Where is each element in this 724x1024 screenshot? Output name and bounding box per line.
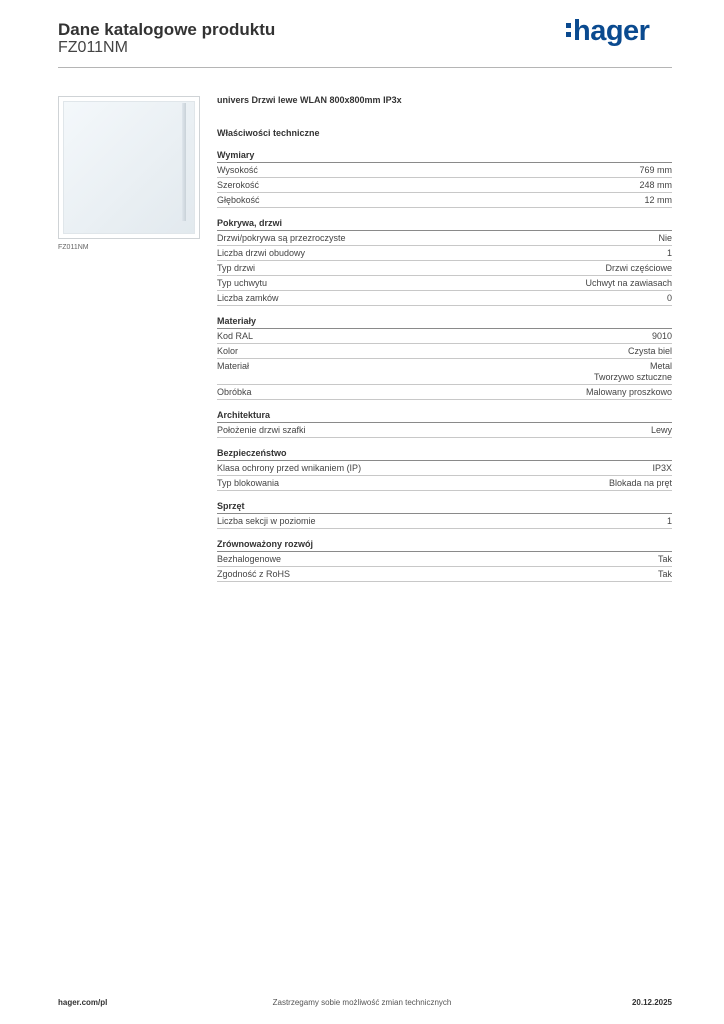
spec-value: Nie	[658, 232, 672, 243]
product-image-caption: FZ011NM	[58, 244, 89, 251]
section-title: Pokrywa, drzwi	[217, 216, 672, 231]
spec-value: Czysta biel	[627, 345, 672, 356]
spec-label: Głębokość	[217, 194, 260, 205]
spec-label: Obróbka	[217, 386, 252, 397]
spec-label: Położenie drzwi szafki	[217, 424, 306, 435]
spec-value: 12 mm	[644, 194, 672, 205]
spec-value: Uchwyt na zawiasach	[585, 277, 672, 288]
spec-value: IP3X	[652, 462, 672, 473]
spec-value: 769 mm	[639, 164, 672, 175]
section-title: Bezpieczeństwo	[217, 446, 672, 461]
spec-section	[217, 148, 672, 208]
spec-value: 248 mm	[639, 179, 672, 190]
spec-value: Drzwi częściowe	[605, 262, 672, 273]
spec-row	[217, 291, 672, 306]
spec-row	[217, 276, 672, 291]
spec-label: Typ uchwytu	[217, 277, 268, 288]
spec-value: Metal Tworzywo sztuczne	[593, 360, 672, 382]
spec-sheet	[217, 92, 672, 582]
spec-row	[217, 261, 672, 276]
spec-label: Liczba zamków	[217, 292, 279, 303]
spec-value: Tak	[657, 553, 672, 564]
spec-row	[217, 423, 672, 438]
spec-row	[217, 385, 672, 400]
spec-value: 9010	[651, 330, 672, 341]
spec-section	[217, 446, 672, 491]
spec-row	[217, 567, 672, 582]
spec-label: Kod RAL	[217, 330, 254, 341]
spec-label: Bezhalogenowe	[217, 553, 282, 564]
spec-label: Zgodność z RoHS	[217, 568, 291, 579]
spec-row	[217, 193, 672, 208]
spec-row	[217, 246, 672, 261]
spec-section	[217, 499, 672, 529]
spec-label: Drzwi/pokrywa są przezroczyste	[217, 232, 346, 243]
logo-text: hager	[573, 15, 650, 47]
spec-label: Materiał	[217, 360, 250, 371]
section-title: Architektura	[217, 408, 672, 423]
technical-properties-heading: Właściwości techniczne	[217, 128, 320, 138]
spec-value: 1	[666, 247, 672, 258]
door-panel-illustration	[63, 101, 195, 234]
spec-label: Typ drzwi	[217, 262, 256, 273]
section-title: Wymiary	[217, 148, 672, 163]
spec-label: Liczba drzwi obudowy	[217, 247, 306, 258]
spec-label: Typ blokowania	[217, 477, 280, 488]
spec-value: Malowany proszkowo	[585, 386, 672, 397]
spec-label: Wysokość	[217, 164, 258, 175]
spec-section	[217, 537, 672, 582]
page-title: Dane katalogowe produktu	[58, 20, 276, 39]
spec-section	[217, 314, 672, 400]
product-image	[58, 96, 200, 239]
spec-section	[217, 216, 672, 306]
spec-row	[217, 163, 672, 178]
spec-value: Tak	[657, 568, 672, 579]
door-hinge-edge	[182, 103, 186, 221]
footer-website-link[interactable]: hager.com/pl	[58, 998, 108, 1007]
spec-row	[217, 359, 672, 385]
hager-logo[interactable]	[566, 15, 649, 47]
spec-row	[217, 461, 672, 476]
spec-label: Liczba sekcji w poziomie	[217, 515, 316, 526]
spec-row	[217, 344, 672, 359]
spec-value: 1	[666, 515, 672, 526]
spec-row	[217, 514, 672, 529]
spec-label: Szerokość	[217, 179, 260, 190]
footer-disclaimer: Zastrzegamy sobie możliwość zmian technicznych	[272, 998, 452, 1007]
spec-value: 0	[666, 292, 672, 303]
spec-row	[217, 476, 672, 491]
spec-section	[217, 408, 672, 438]
spec-sections	[217, 148, 672, 582]
product-code: FZ011NM	[58, 39, 128, 56]
spec-row	[217, 178, 672, 193]
spec-row	[217, 552, 672, 567]
spec-row	[217, 329, 672, 344]
header-divider	[58, 67, 672, 68]
product-name: univers Drzwi lewe WLAN 800x800mm IP3x	[217, 95, 402, 105]
spec-row	[217, 231, 672, 246]
spec-label: Klasa ochrony przed wnikaniem (IP)	[217, 462, 362, 473]
spec-value: Blokada na pręt	[608, 477, 672, 488]
logo-colon-icon	[566, 23, 571, 41]
spec-label: Kolor	[217, 345, 239, 356]
spec-value: Lewy	[650, 424, 672, 435]
section-title: Materiały	[217, 314, 672, 329]
footer-date: 20.12.2025	[631, 998, 672, 1007]
section-title: Sprzęt	[217, 499, 672, 514]
section-title: Zrównoważony rozwój	[217, 537, 672, 552]
